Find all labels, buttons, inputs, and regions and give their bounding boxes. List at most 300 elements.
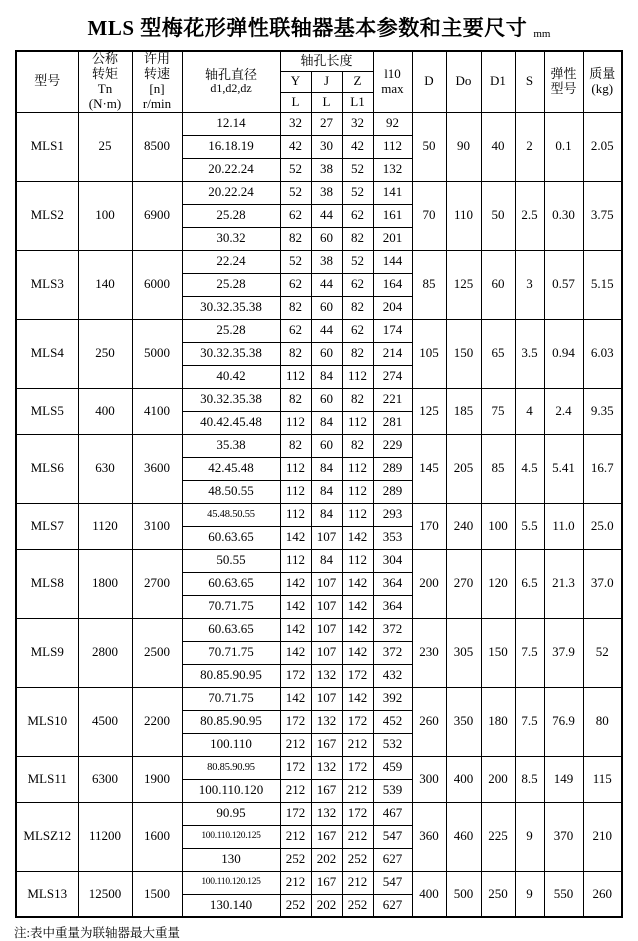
cell-bore-length-z: 142 [342, 526, 373, 549]
cell-model: MLS6 [16, 434, 78, 503]
header-D1: D1 [481, 51, 515, 112]
cell-D1: 250 [481, 871, 515, 917]
cell-l10: 392 [373, 687, 412, 710]
cell-bore-length-j: 107 [311, 526, 342, 549]
cell-D: 145 [412, 434, 446, 503]
cell-bore-length-y: 112 [280, 503, 311, 526]
cell-torque: 6300 [78, 756, 132, 802]
cell-D0: 90 [446, 112, 481, 181]
cell-bore-diameter: 80.85.90.95 [182, 710, 280, 733]
cell-mass: 115 [583, 756, 622, 802]
cell-bore-length-y: 112 [280, 549, 311, 572]
cell-l10: 467 [373, 802, 412, 825]
cell-bore-length-j: 107 [311, 641, 342, 664]
cell-bore-diameter: 50.55 [182, 549, 280, 572]
cell-bore-length-j: 107 [311, 595, 342, 618]
cell-bore-length-y: 62 [280, 273, 311, 296]
cell-bore-diameter: 40.42.45.48 [182, 411, 280, 434]
cell-l10: 112 [373, 135, 412, 158]
cell-D1: 75 [481, 388, 515, 434]
cell-bore-length-z: 62 [342, 319, 373, 342]
cell-bore-length-z: 82 [342, 227, 373, 250]
cell-bore-length-j: 44 [311, 273, 342, 296]
header-speed-l2: 转速 [143, 65, 170, 81]
cell-bore-length-j: 107 [311, 618, 342, 641]
cell-bore-length-j: 132 [311, 756, 342, 779]
cell-bore-length-j: 107 [311, 687, 342, 710]
table-row [16, 181, 622, 204]
cell-bore-length-y: 142 [280, 595, 311, 618]
header-mass-l1: 质量 [589, 65, 616, 81]
cell-D: 105 [412, 319, 446, 388]
cell-elastic: 5.41 [544, 434, 583, 503]
cell-bore-diameter: 70.71.75 [182, 687, 280, 710]
header-torque-l4: (N·m) [88, 95, 122, 111]
cell-l10: 353 [373, 526, 412, 549]
cell-speed: 6000 [132, 250, 182, 319]
cell-bore-length-y: 252 [280, 848, 311, 871]
cell-bore-diameter: 60.63.65 [182, 526, 280, 549]
cell-bore-length-z: 172 [342, 802, 373, 825]
cell-l10: 372 [373, 618, 412, 641]
cell-bore-length-j: 167 [311, 871, 342, 894]
cell-bore-diameter: 42.45.48 [182, 457, 280, 480]
cell-speed: 8500 [132, 112, 182, 181]
cell-D1: 50 [481, 181, 515, 250]
header-bore-L1-z: L1 [342, 92, 373, 112]
cell-l10: 174 [373, 319, 412, 342]
cell-D: 50 [412, 112, 446, 181]
cell-bore-length-j: 167 [311, 733, 342, 756]
cell-D1: 85 [481, 434, 515, 503]
cell-bore-length-z: 52 [342, 158, 373, 181]
cell-speed: 2200 [132, 687, 182, 756]
cell-bore-length-y: 142 [280, 618, 311, 641]
cell-l10: 201 [373, 227, 412, 250]
header-bore-diameter-l2: d1,d2,dz [210, 81, 252, 96]
cell-bore-diameter: 60.63.65 [182, 618, 280, 641]
cell-bore-diameter: 90.95 [182, 802, 280, 825]
cell-S: 5.5 [515, 503, 544, 549]
cell-bore-diameter: 70.71.75 [182, 641, 280, 664]
header-mass-l2: (kg) [591, 80, 614, 96]
cell-bore-length-j: 84 [311, 411, 342, 434]
cell-bore-length-y: 82 [280, 342, 311, 365]
cell-bore-length-j: 60 [311, 434, 342, 457]
cell-bore-length-j: 60 [311, 227, 342, 250]
cell-bore-diameter: 30.32.35.38 [182, 388, 280, 411]
cell-D0: 460 [446, 802, 481, 871]
cell-l10: 144 [373, 250, 412, 273]
cell-bore-length-y: 32 [280, 112, 311, 135]
title-text: MLS 型梅花形弹性联轴器基本参数和主要尺寸 [87, 16, 528, 40]
cell-bore-length-y: 82 [280, 388, 311, 411]
cell-D: 360 [412, 802, 446, 871]
cell-bore-length-y: 172 [280, 756, 311, 779]
cell-D: 70 [412, 181, 446, 250]
cell-speed: 1900 [132, 756, 182, 802]
cell-D0: 500 [446, 871, 481, 917]
cell-bore-diameter: 40.42 [182, 365, 280, 388]
cell-D1: 225 [481, 802, 515, 871]
cell-bore-diameter: 35.38 [182, 434, 280, 457]
cell-bore-length-z: 142 [342, 641, 373, 664]
header-l10-l2: max [381, 80, 404, 96]
header-D0: Do [446, 51, 481, 112]
header-S: S [515, 51, 544, 112]
cell-bore-length-y: 212 [280, 733, 311, 756]
cell-model: MLS4 [16, 319, 78, 388]
cell-bore-length-y: 62 [280, 319, 311, 342]
cell-bore-length-z: 172 [342, 664, 373, 687]
cell-S: 7.5 [515, 687, 544, 756]
cell-elastic: 550 [544, 871, 583, 917]
cell-bore-length-z: 42 [342, 135, 373, 158]
header-D: D [412, 51, 446, 112]
cell-bore-length-z: 82 [342, 434, 373, 457]
cell-D0: 305 [446, 618, 481, 687]
cell-bore-diameter: 80.85.90.95 [182, 756, 280, 779]
cell-torque: 4500 [78, 687, 132, 756]
cell-S: 9 [515, 871, 544, 917]
cell-bore-diameter: 22.24 [182, 250, 280, 273]
cell-l10: 293 [373, 503, 412, 526]
cell-bore-diameter: 30.32 [182, 227, 280, 250]
cell-bore-length-j: 202 [311, 894, 342, 917]
cell-torque: 140 [78, 250, 132, 319]
cell-l10: 221 [373, 388, 412, 411]
cell-bore-length-z: 62 [342, 204, 373, 227]
cell-bore-diameter: 25.28 [182, 319, 280, 342]
cell-l10: 547 [373, 871, 412, 894]
cell-bore-length-j: 132 [311, 802, 342, 825]
cell-D: 85 [412, 250, 446, 319]
cell-elastic: 21.3 [544, 549, 583, 618]
cell-model: MLS1 [16, 112, 78, 181]
cell-D: 300 [412, 756, 446, 802]
cell-l10: 289 [373, 480, 412, 503]
cell-bore-diameter: 12.14 [182, 112, 280, 135]
cell-bore-length-z: 142 [342, 687, 373, 710]
cell-bore-diameter: 100.110.120 [182, 779, 280, 802]
cell-model: MLS13 [16, 871, 78, 917]
cell-bore-length-z: 32 [342, 112, 373, 135]
cell-bore-length-z: 82 [342, 342, 373, 365]
cell-bore-length-y: 172 [280, 664, 311, 687]
cell-bore-length-y: 142 [280, 526, 311, 549]
cell-mass: 260 [583, 871, 622, 917]
cell-model: MLS10 [16, 687, 78, 756]
cell-bore-length-j: 30 [311, 135, 342, 158]
cell-D0: 185 [446, 388, 481, 434]
cell-l10: 204 [373, 296, 412, 319]
cell-speed: 5000 [132, 319, 182, 388]
cell-l10: 214 [373, 342, 412, 365]
table-row [16, 112, 622, 135]
header-torque-l2: 转矩 [91, 65, 118, 81]
cell-l10: 229 [373, 434, 412, 457]
cell-bore-length-y: 52 [280, 250, 311, 273]
cell-speed: 6900 [132, 181, 182, 250]
header-torque-l1: 公称 [91, 51, 118, 66]
cell-D0: 125 [446, 250, 481, 319]
cell-bore-diameter: 20.22.24 [182, 181, 280, 204]
title-unit: mm [533, 28, 551, 40]
cell-bore-length-y: 112 [280, 411, 311, 434]
cell-bore-length-y: 62 [280, 204, 311, 227]
cell-torque: 250 [78, 319, 132, 388]
table-row [16, 756, 622, 779]
cell-bore-length-y: 252 [280, 894, 311, 917]
cell-bore-length-y: 142 [280, 641, 311, 664]
cell-bore-length-z: 212 [342, 733, 373, 756]
cell-elastic: 0.94 [544, 319, 583, 388]
header-mass [583, 51, 622, 112]
cell-bore-length-j: 44 [311, 204, 342, 227]
cell-torque: 100 [78, 181, 132, 250]
cell-elastic: 37.9 [544, 618, 583, 687]
cell-model: MLS9 [16, 618, 78, 687]
cell-l10: 364 [373, 595, 412, 618]
table-row [16, 319, 622, 342]
cell-S: 9 [515, 802, 544, 871]
cell-torque: 1120 [78, 503, 132, 549]
cell-bore-length-j: 38 [311, 158, 342, 181]
cell-mass: 6.03 [583, 319, 622, 388]
cell-l10: 539 [373, 779, 412, 802]
header-l10 [373, 51, 412, 112]
cell-l10: 141 [373, 181, 412, 204]
cell-bore-length-y: 172 [280, 710, 311, 733]
cell-S: 2.5 [515, 181, 544, 250]
cell-elastic: 370 [544, 802, 583, 871]
cell-bore-length-y: 112 [280, 365, 311, 388]
cell-torque: 630 [78, 434, 132, 503]
cell-model: MLS2 [16, 181, 78, 250]
cell-mass: 3.75 [583, 181, 622, 250]
cell-D1: 60 [481, 250, 515, 319]
cell-bore-length-j: 84 [311, 549, 342, 572]
cell-l10: 627 [373, 894, 412, 917]
cell-bore-diameter: 16.18.19 [182, 135, 280, 158]
cell-S: 4 [515, 388, 544, 434]
cell-speed: 2700 [132, 549, 182, 618]
cell-bore-length-j: 44 [311, 319, 342, 342]
cell-bore-length-y: 52 [280, 181, 311, 204]
cell-D1: 40 [481, 112, 515, 181]
header-speed-l1: 许用 [143, 51, 170, 66]
cell-bore-diameter: 25.28 [182, 273, 280, 296]
cell-S: 6.5 [515, 549, 544, 618]
header-bore-L-j: L [311, 92, 342, 112]
cell-bore-length-j: 132 [311, 710, 342, 733]
cell-l10: 432 [373, 664, 412, 687]
cell-elastic: 149 [544, 756, 583, 802]
cell-bore-length-j: 107 [311, 572, 342, 595]
cell-bore-length-y: 112 [280, 457, 311, 480]
cell-elastic: 76.9 [544, 687, 583, 756]
header-elastic [544, 51, 583, 112]
cell-D1: 150 [481, 618, 515, 687]
cell-bore-diameter: 130.140 [182, 894, 280, 917]
cell-bore-diameter: 100.110.120.125 [182, 825, 280, 848]
cell-D: 125 [412, 388, 446, 434]
cell-l10: 547 [373, 825, 412, 848]
cell-l10: 289 [373, 457, 412, 480]
cell-bore-length-j: 60 [311, 342, 342, 365]
cell-bore-length-z: 142 [342, 618, 373, 641]
cell-bore-length-z: 62 [342, 273, 373, 296]
cell-mass: 210 [583, 802, 622, 871]
header-row-1 [16, 51, 622, 72]
table-row [16, 388, 622, 411]
cell-bore-length-y: 172 [280, 802, 311, 825]
cell-D1: 100 [481, 503, 515, 549]
table-row [16, 802, 622, 825]
cell-model: MLS8 [16, 549, 78, 618]
cell-bore-length-y: 212 [280, 779, 311, 802]
cell-bore-length-y: 42 [280, 135, 311, 158]
cell-D1: 65 [481, 319, 515, 388]
header-elastic-l2: 型号 [550, 80, 577, 96]
cell-l10: 532 [373, 733, 412, 756]
cell-bore-length-z: 52 [342, 181, 373, 204]
cell-bore-length-j: 84 [311, 457, 342, 480]
header-bore-Z: Z [342, 72, 373, 92]
cell-S: 4.5 [515, 434, 544, 503]
cell-S: 7.5 [515, 618, 544, 687]
cell-speed: 2500 [132, 618, 182, 687]
cell-elastic: 0.57 [544, 250, 583, 319]
table-row [16, 503, 622, 526]
cell-bore-length-y: 82 [280, 296, 311, 319]
cell-D: 170 [412, 503, 446, 549]
cell-elastic: 0.30 [544, 181, 583, 250]
cell-mass: 25.0 [583, 503, 622, 549]
header-model: 型号 [16, 51, 78, 112]
cell-bore-diameter: 100.110 [182, 733, 280, 756]
cell-bore-length-z: 112 [342, 411, 373, 434]
cell-bore-diameter: 45.48.50.55 [182, 503, 280, 526]
header-bore-Y: Y [280, 72, 311, 92]
cell-D: 400 [412, 871, 446, 917]
cell-model: MLS5 [16, 388, 78, 434]
cell-bore-length-z: 82 [342, 388, 373, 411]
cell-bore-length-j: 84 [311, 503, 342, 526]
cell-elastic: 0.1 [544, 112, 583, 181]
cell-bore-length-z: 52 [342, 250, 373, 273]
cell-speed: 1500 [132, 871, 182, 917]
cell-bore-length-z: 112 [342, 549, 373, 572]
cell-bore-length-z: 112 [342, 503, 373, 526]
header-bore-diameter [182, 51, 280, 112]
cell-l10: 161 [373, 204, 412, 227]
cell-torque: 25 [78, 112, 132, 181]
header-bore-diameter-l1: 轴孔直径 [204, 66, 257, 82]
cell-bore-length-z: 172 [342, 710, 373, 733]
cell-bore-length-j: 167 [311, 779, 342, 802]
cell-bore-length-j: 38 [311, 181, 342, 204]
cell-S: 2 [515, 112, 544, 181]
cell-D: 200 [412, 549, 446, 618]
header-speed-l3: [n] [149, 80, 165, 96]
cell-bore-length-y: 212 [280, 871, 311, 894]
cell-bore-length-j: 84 [311, 365, 342, 388]
cell-torque: 2800 [78, 618, 132, 687]
table-row [16, 618, 622, 641]
cell-l10: 164 [373, 273, 412, 296]
cell-torque: 11200 [78, 802, 132, 871]
header-l10-l1: l10 [384, 65, 401, 81]
cell-bore-diameter: 48.50.55 [182, 480, 280, 503]
cell-elastic: 11.0 [544, 503, 583, 549]
table-row [16, 871, 622, 894]
cell-D1: 200 [481, 756, 515, 802]
table-note: 注:表中重量为联轴器最大重量 [14, 926, 180, 941]
cell-bore-length-z: 252 [342, 848, 373, 871]
cell-bore-length-z: 212 [342, 779, 373, 802]
cell-l10: 304 [373, 549, 412, 572]
cell-speed: 3600 [132, 434, 182, 503]
cell-model: MLS11 [16, 756, 78, 802]
cell-l10: 372 [373, 641, 412, 664]
cell-mass: 52 [583, 618, 622, 687]
header-torque-l3: Tn [97, 80, 113, 96]
cell-torque: 400 [78, 388, 132, 434]
cell-D0: 400 [446, 756, 481, 802]
cell-bore-length-y: 82 [280, 434, 311, 457]
cell-bore-length-j: 38 [311, 250, 342, 273]
cell-bore-length-y: 212 [280, 825, 311, 848]
cell-torque: 12500 [78, 871, 132, 917]
cell-torque: 1800 [78, 549, 132, 618]
cell-D1: 120 [481, 549, 515, 618]
cell-bore-diameter: 30.32.35.38 [182, 296, 280, 319]
cell-mass: 2.05 [583, 112, 622, 181]
header-speed [132, 51, 182, 112]
cell-bore-length-y: 142 [280, 687, 311, 710]
cell-bore-length-z: 112 [342, 480, 373, 503]
cell-S: 3 [515, 250, 544, 319]
cell-l10: 132 [373, 158, 412, 181]
cell-bore-length-y: 112 [280, 480, 311, 503]
cell-D0: 150 [446, 319, 481, 388]
header-bore-length-group: 轴孔长度 [280, 51, 373, 72]
cell-bore-length-z: 82 [342, 296, 373, 319]
cell-model: MLSZ12 [16, 802, 78, 871]
cell-l10: 274 [373, 365, 412, 388]
cell-bore-length-z: 112 [342, 365, 373, 388]
cell-bore-length-y: 142 [280, 572, 311, 595]
cell-bore-length-j: 60 [311, 296, 342, 319]
cell-mass: 9.35 [583, 388, 622, 434]
cell-l10: 627 [373, 848, 412, 871]
cell-model: MLS7 [16, 503, 78, 549]
cell-bore-length-j: 132 [311, 664, 342, 687]
cell-bore-length-z: 172 [342, 756, 373, 779]
cell-D0: 240 [446, 503, 481, 549]
cell-bore-length-j: 27 [311, 112, 342, 135]
cell-D0: 270 [446, 549, 481, 618]
specification-table [15, 50, 623, 918]
cell-bore-length-j: 167 [311, 825, 342, 848]
cell-bore-diameter: 20.22.24 [182, 158, 280, 181]
page-title [0, 0, 638, 50]
cell-mass: 16.7 [583, 434, 622, 503]
table-row [16, 549, 622, 572]
cell-bore-length-z: 142 [342, 572, 373, 595]
cell-bore-length-z: 112 [342, 457, 373, 480]
